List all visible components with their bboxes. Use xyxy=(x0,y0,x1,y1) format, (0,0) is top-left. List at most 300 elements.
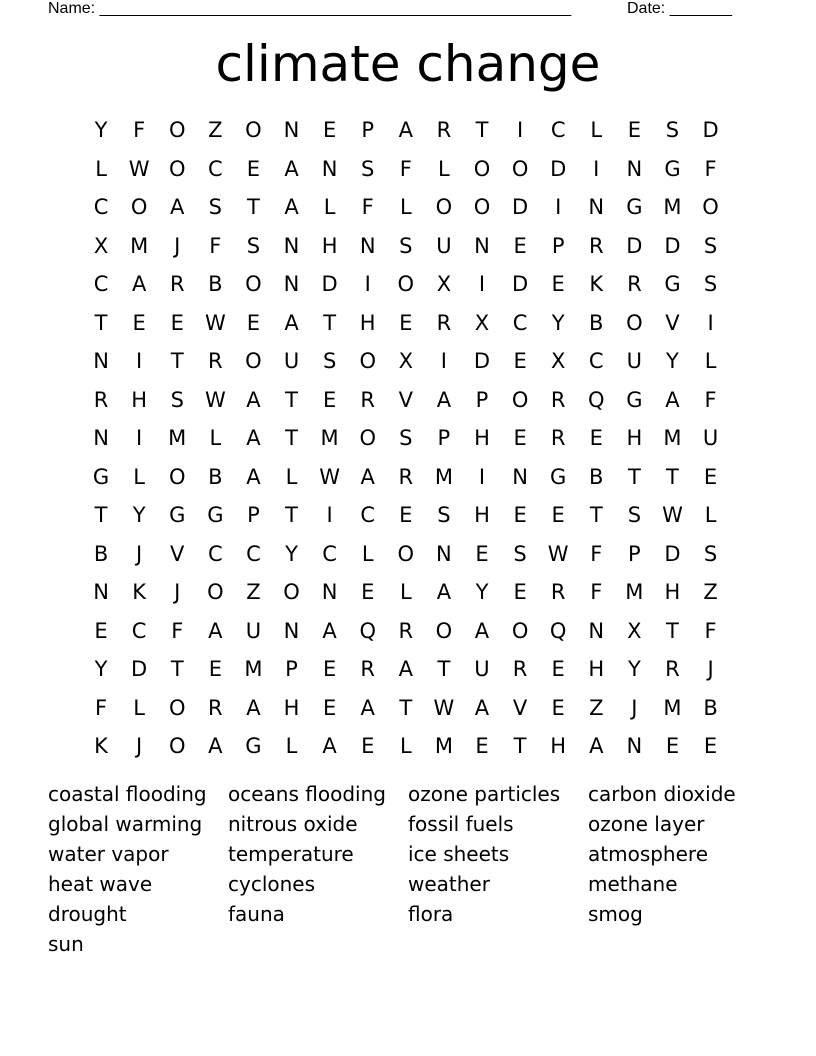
grid-letter: N xyxy=(359,233,376,258)
grid-letter: P xyxy=(551,233,565,258)
grid-letter: N xyxy=(321,580,338,605)
grid-letter: P xyxy=(361,118,375,143)
grid-letter: E xyxy=(322,695,337,720)
grid-letter: O xyxy=(245,349,262,374)
word-list-item: weather xyxy=(408,872,490,896)
grid-letter: S xyxy=(703,272,718,297)
grid-letter: L xyxy=(361,541,374,566)
grid-letter: E xyxy=(551,657,565,682)
grid-letter: X xyxy=(398,349,413,374)
grid-letter: I xyxy=(478,272,486,297)
grid-letter: H xyxy=(664,580,681,605)
grid-letter: C xyxy=(93,272,109,297)
grid-letter: O xyxy=(168,118,186,143)
grid-letter: S xyxy=(246,233,261,258)
grid-letter: K xyxy=(132,580,147,605)
grid-letter: T xyxy=(285,503,298,528)
grid-letter: D xyxy=(664,541,681,566)
grid-letter: U xyxy=(283,349,300,374)
grid-letter: R xyxy=(627,272,642,297)
grid-letter: L xyxy=(209,426,222,451)
grid-letter: V xyxy=(398,387,413,412)
grid-letter: O xyxy=(130,195,148,220)
grid-letter: L xyxy=(399,734,412,759)
grid-letter: Q xyxy=(359,618,376,643)
grid-letter: I xyxy=(707,310,714,335)
grid-letter: W xyxy=(204,387,226,412)
grid-letter: L xyxy=(133,695,145,720)
grid-letter: J xyxy=(174,233,181,258)
grid-letter: F xyxy=(590,580,603,605)
grid-letter: S xyxy=(627,503,642,528)
grid-letter: G xyxy=(245,734,262,759)
grid-letter: G xyxy=(207,503,224,528)
grid-letter: N xyxy=(626,156,643,181)
page-title: climate change xyxy=(215,35,601,93)
grid-letter: T xyxy=(285,426,298,451)
grid-letter: O xyxy=(473,195,491,220)
grid-letter: F xyxy=(399,156,412,181)
grid-letter: F xyxy=(590,541,603,566)
grid-letter: A xyxy=(246,464,261,489)
grid-letter: E xyxy=(551,272,565,297)
grid-letter: E xyxy=(513,233,527,258)
grid-letter: V xyxy=(665,310,680,335)
grid-letter: J xyxy=(707,657,714,682)
grid-letter: G xyxy=(92,464,110,489)
grid-letter: F xyxy=(704,387,717,412)
grid-letter: H xyxy=(550,734,567,759)
grid-letter: F xyxy=(209,233,222,258)
grid-letter: E xyxy=(361,580,375,605)
grid-letter: D xyxy=(473,349,491,374)
grid-letter: L xyxy=(285,734,298,759)
grid-letter: L xyxy=(285,464,298,489)
grid-letter: U xyxy=(626,349,643,374)
grid-letter: P xyxy=(628,541,641,566)
grid-letter: J xyxy=(136,734,143,759)
grid-letter: Y xyxy=(285,541,298,566)
grid-letter: F xyxy=(133,118,146,143)
grid-letter: I xyxy=(136,349,143,374)
grid-letter: W xyxy=(433,695,455,720)
grid-letter: C xyxy=(550,118,566,143)
grid-letter: E xyxy=(399,503,413,528)
grid-letter: T xyxy=(589,503,603,528)
grid-letter: N xyxy=(588,618,605,643)
grid-letter: E xyxy=(170,310,184,335)
date-field-label: Date: _______ xyxy=(627,0,732,17)
grid-letter: O xyxy=(245,118,262,143)
word-list-item: methane xyxy=(588,872,678,896)
grid-letter: A xyxy=(284,195,299,220)
grid-letter: Y xyxy=(627,657,641,682)
grid-letter: E xyxy=(665,734,680,759)
grid-letter: C xyxy=(207,541,223,566)
grid-letter: L xyxy=(399,195,412,220)
grid-letter: O xyxy=(168,734,186,759)
grid-letter: E xyxy=(703,464,718,489)
grid-letter: N xyxy=(283,233,300,258)
grid-letter: R xyxy=(208,695,223,720)
grid-letter: V xyxy=(170,541,185,566)
grid-letter: R xyxy=(665,657,680,682)
word-list-item: fauna xyxy=(228,902,285,926)
word-list-item: sun xyxy=(48,932,84,956)
grid-letter: P xyxy=(285,657,298,682)
grid-letter: D xyxy=(702,118,719,143)
grid-letter: R xyxy=(169,272,185,297)
grid-letter: O xyxy=(283,580,300,605)
grid-letter: M xyxy=(130,233,149,258)
grid-letter: H xyxy=(588,657,605,682)
grid-letter: D xyxy=(511,195,529,220)
grid-letter: X xyxy=(550,349,566,374)
grid-letter: H xyxy=(131,387,148,412)
grid-letter: W xyxy=(128,156,150,181)
grid-letter: L xyxy=(95,156,107,181)
grid-letter: S xyxy=(208,195,222,220)
grid-letter: R xyxy=(550,387,566,412)
grid-letter: E xyxy=(513,503,527,528)
grid-letter: P xyxy=(247,503,260,528)
grid-letter: U xyxy=(474,657,490,682)
grid-letter: E xyxy=(513,580,527,605)
grid-letter: G xyxy=(626,195,643,220)
word-list-item: ice sheets xyxy=(408,842,510,866)
word-list-item: cyclones xyxy=(228,872,316,896)
grid-letter: A xyxy=(436,387,452,412)
grid-letter: R xyxy=(550,580,566,605)
grid-letter: E xyxy=(399,310,413,335)
grid-letter: K xyxy=(94,734,108,759)
grid-letter: T xyxy=(170,349,184,374)
grid-letter: A xyxy=(208,618,223,643)
grid-letter: A xyxy=(360,695,375,720)
grid-letter: E xyxy=(322,657,337,682)
name-field-label: Name: _____________________________________________________ xyxy=(48,0,572,17)
grid-letter: D xyxy=(511,272,529,297)
grid-letter: R xyxy=(360,657,375,682)
word-list-item: atmosphere xyxy=(588,842,708,866)
letter-grid xyxy=(82,111,730,766)
grid-letter: C xyxy=(588,349,604,374)
grid-letter: N xyxy=(283,118,300,143)
grid-letter: O xyxy=(397,541,415,566)
grid-letter: R xyxy=(360,387,375,412)
grid-letter: I xyxy=(364,272,371,297)
word-list-item: fossil fuels xyxy=(408,812,514,836)
grid-letter: N xyxy=(436,541,452,566)
grid-letter: F xyxy=(361,195,374,220)
grid-letter: Y xyxy=(132,503,146,528)
word-list-item: carbon dioxide xyxy=(588,782,736,806)
grid-letter: P xyxy=(437,426,451,451)
grid-letter: R xyxy=(436,118,452,143)
grid-letter: Y xyxy=(94,657,108,682)
grid-letter: E xyxy=(246,156,261,181)
grid-letter: Z xyxy=(208,118,223,143)
grid-letter: F xyxy=(704,618,717,643)
grid-letter: B xyxy=(208,464,223,489)
grid-letter: W xyxy=(204,310,226,335)
grid-letter: E xyxy=(208,657,222,682)
grid-letter: A xyxy=(665,387,680,412)
grid-letter: O xyxy=(359,349,376,374)
grid-letter: W xyxy=(662,503,683,528)
grid-letter: S xyxy=(361,156,375,181)
grid-letter: T xyxy=(437,657,451,682)
grid-letter: N xyxy=(321,156,338,181)
grid-letter: N xyxy=(93,580,109,605)
grid-letter: A xyxy=(246,426,261,451)
grid-letter: N xyxy=(588,195,605,220)
word-list-item: smog xyxy=(588,902,643,926)
grid-letter: N xyxy=(512,464,528,489)
grid-letter: O xyxy=(473,156,491,181)
grid-letter: T xyxy=(323,310,337,335)
grid-letter: N xyxy=(283,618,300,643)
grid-letter: E xyxy=(551,695,565,720)
grid-letter: O xyxy=(435,195,453,220)
grid-letter: M xyxy=(663,195,682,220)
grid-letter: P xyxy=(475,387,489,412)
grid-letter: M xyxy=(244,657,263,682)
grid-letter: A xyxy=(398,657,413,682)
grid-letter: K xyxy=(589,272,604,297)
grid-letter: O xyxy=(168,156,186,181)
grid-letter: A xyxy=(131,272,147,297)
grid-letter: S xyxy=(437,503,451,528)
grid-letter: J xyxy=(136,541,143,566)
grid-letter: X xyxy=(474,310,490,335)
grid-letter: T xyxy=(399,695,413,720)
grid-letter: I xyxy=(478,464,486,489)
word-list-item: coastal flooding xyxy=(48,782,207,806)
grid-letter: S xyxy=(170,387,184,412)
grid-letter: E xyxy=(246,310,261,335)
grid-letter: S xyxy=(703,233,718,258)
grid-letter: E xyxy=(475,734,489,759)
grid-letter: I xyxy=(326,503,333,528)
grid-letter: E xyxy=(322,387,337,412)
grid-letter: A xyxy=(170,195,185,220)
grid-letter: F xyxy=(704,156,717,181)
grid-letter: N xyxy=(93,349,109,374)
grid-letter: A xyxy=(322,618,337,643)
grid-letter: A xyxy=(398,118,413,143)
grid-letter: J xyxy=(631,695,638,720)
grid-letter: L xyxy=(399,580,412,605)
grid-letter: R xyxy=(398,618,414,643)
grid-letter: B xyxy=(208,272,223,297)
word-list-item: oceans flooding xyxy=(228,782,386,806)
grid-letter: D xyxy=(664,233,681,258)
grid-letter: B xyxy=(93,541,109,566)
grid-letter: C xyxy=(360,503,376,528)
grid-letter: O xyxy=(168,695,186,720)
grid-letter: N xyxy=(474,233,490,258)
word-list-item: water vapor xyxy=(48,842,169,866)
grid-letter: T xyxy=(94,503,108,528)
grid-letter: Y xyxy=(666,349,679,374)
grid-letter: C xyxy=(512,310,528,335)
grid-letter: S xyxy=(513,541,527,566)
grid-letter: N xyxy=(626,734,643,759)
grid-letter: A xyxy=(322,734,337,759)
grid-letter: R xyxy=(512,657,528,682)
grid-letter: T xyxy=(666,618,679,643)
grid-letter: A xyxy=(436,580,452,605)
grid-letter: O xyxy=(207,580,224,605)
grid-letter: Z xyxy=(703,580,718,605)
grid-letter: T xyxy=(247,195,260,220)
grid-letter: A xyxy=(246,695,261,720)
grid-letter: G xyxy=(169,503,186,528)
grid-letter: F xyxy=(171,618,184,643)
grid-letter: M xyxy=(663,695,682,720)
grid-letter: O xyxy=(702,195,719,220)
grid-letter: D xyxy=(321,272,338,297)
grid-letter: S xyxy=(399,233,413,258)
grid-letter: E xyxy=(513,349,527,374)
grid-letter: I xyxy=(555,195,562,220)
grid-letter: C xyxy=(207,156,223,181)
grid-letter: X xyxy=(627,618,642,643)
grid-letter: R xyxy=(398,464,414,489)
grid-letter: U xyxy=(245,618,262,643)
grid-letter: Y xyxy=(475,580,489,605)
grid-letter: A xyxy=(208,734,223,759)
grid-letter: R xyxy=(588,233,604,258)
grid-letter: G xyxy=(664,156,681,181)
word-list-item: flora xyxy=(408,902,454,926)
grid-letter: L xyxy=(323,195,336,220)
grid-letter: V xyxy=(512,695,528,720)
grid-letter: H xyxy=(474,426,490,451)
grid-letter: Q xyxy=(588,387,605,412)
grid-letter: S xyxy=(703,541,718,566)
grid-letter: N xyxy=(93,426,109,451)
grid-letter: T xyxy=(513,734,527,759)
grid-letter: Y xyxy=(94,118,108,143)
grid-letter: T xyxy=(170,657,184,682)
grid-letter: R xyxy=(436,310,452,335)
grid-letter: W xyxy=(319,464,340,489)
grid-letter: H xyxy=(321,233,338,258)
grid-letter: T xyxy=(94,310,108,335)
grid-letter: E xyxy=(322,118,337,143)
grid-letter: R xyxy=(93,387,109,412)
grid-letter: A xyxy=(589,734,604,759)
grid-letter: O xyxy=(511,387,529,412)
grid-letter: L xyxy=(704,503,717,528)
grid-letter: C xyxy=(322,541,337,566)
grid-letter: G xyxy=(550,464,567,489)
grid-letter: R xyxy=(208,349,223,374)
word-list-item: global warming xyxy=(48,812,203,836)
grid-letter: E xyxy=(361,734,375,759)
grid-letter: T xyxy=(475,118,489,143)
grid-letter: C xyxy=(131,618,147,643)
grid-letter: G xyxy=(626,387,643,412)
grid-letter: E xyxy=(513,426,527,451)
grid-letter: C xyxy=(246,541,261,566)
grid-letter: M xyxy=(663,426,682,451)
word-list-item: drought xyxy=(48,902,127,926)
grid-letter: I xyxy=(593,156,600,181)
grid-letter: A xyxy=(360,464,375,489)
grid-letter: X xyxy=(93,233,109,258)
grid-letter: O xyxy=(626,310,643,335)
grid-letter: S xyxy=(665,118,680,143)
grid-letter: U xyxy=(702,426,719,451)
grid-letter: O xyxy=(435,618,453,643)
grid-letter: M xyxy=(434,734,453,759)
grid-letter: E xyxy=(94,618,108,643)
grid-letter: E xyxy=(703,734,718,759)
header-line xyxy=(0,0,816,20)
grid-letter: B xyxy=(589,464,604,489)
grid-letter: L xyxy=(133,464,145,489)
grid-letter: H xyxy=(474,503,490,528)
grid-letter: J xyxy=(174,580,181,605)
word-list-item: nitrous oxide xyxy=(228,812,358,836)
grid-letter: W xyxy=(547,541,569,566)
grid-letter: H xyxy=(283,695,300,720)
word-list-item: heat wave xyxy=(48,872,153,896)
grid-letter: F xyxy=(95,695,108,720)
grid-letter: A xyxy=(474,618,490,643)
grid-letter: Q xyxy=(549,618,567,643)
grid-letter: B xyxy=(589,310,604,335)
grid-letter: E xyxy=(132,310,146,335)
grid-letter: X xyxy=(436,272,452,297)
grid-letter: A xyxy=(246,387,261,412)
grid-letter: M xyxy=(434,464,453,489)
word-list xyxy=(48,779,768,959)
grid-letter: G xyxy=(664,272,681,297)
grid-letter: E xyxy=(551,503,565,528)
grid-letter: D xyxy=(626,233,643,258)
grid-letter: O xyxy=(397,272,415,297)
grid-letter: L xyxy=(438,156,450,181)
grid-letter: D xyxy=(550,156,567,181)
word-list-item: temperature xyxy=(228,842,354,866)
grid-letter: O xyxy=(359,426,376,451)
grid-letter: O xyxy=(168,464,186,489)
grid-letter: T xyxy=(627,464,641,489)
grid-letter: M xyxy=(320,426,339,451)
word-list-item: ozone layer xyxy=(588,812,705,836)
grid-letter: I xyxy=(136,426,143,451)
grid-letter: A xyxy=(474,695,490,720)
grid-letter: A xyxy=(284,156,299,181)
grid-letter: E xyxy=(475,541,489,566)
grid-letter: O xyxy=(511,156,529,181)
grid-letter: Z xyxy=(589,695,604,720)
grid-letter: T xyxy=(285,387,298,412)
grid-letter: M xyxy=(168,426,187,451)
grid-letter: O xyxy=(245,272,262,297)
grid-letter: M xyxy=(625,580,644,605)
grid-letter: I xyxy=(440,349,447,374)
grid-letter: Y xyxy=(551,310,565,335)
grid-letter: E xyxy=(627,118,641,143)
grid-letter: U xyxy=(436,233,452,258)
grid-letter: H xyxy=(626,426,643,451)
grid-letter: Z xyxy=(246,580,261,605)
